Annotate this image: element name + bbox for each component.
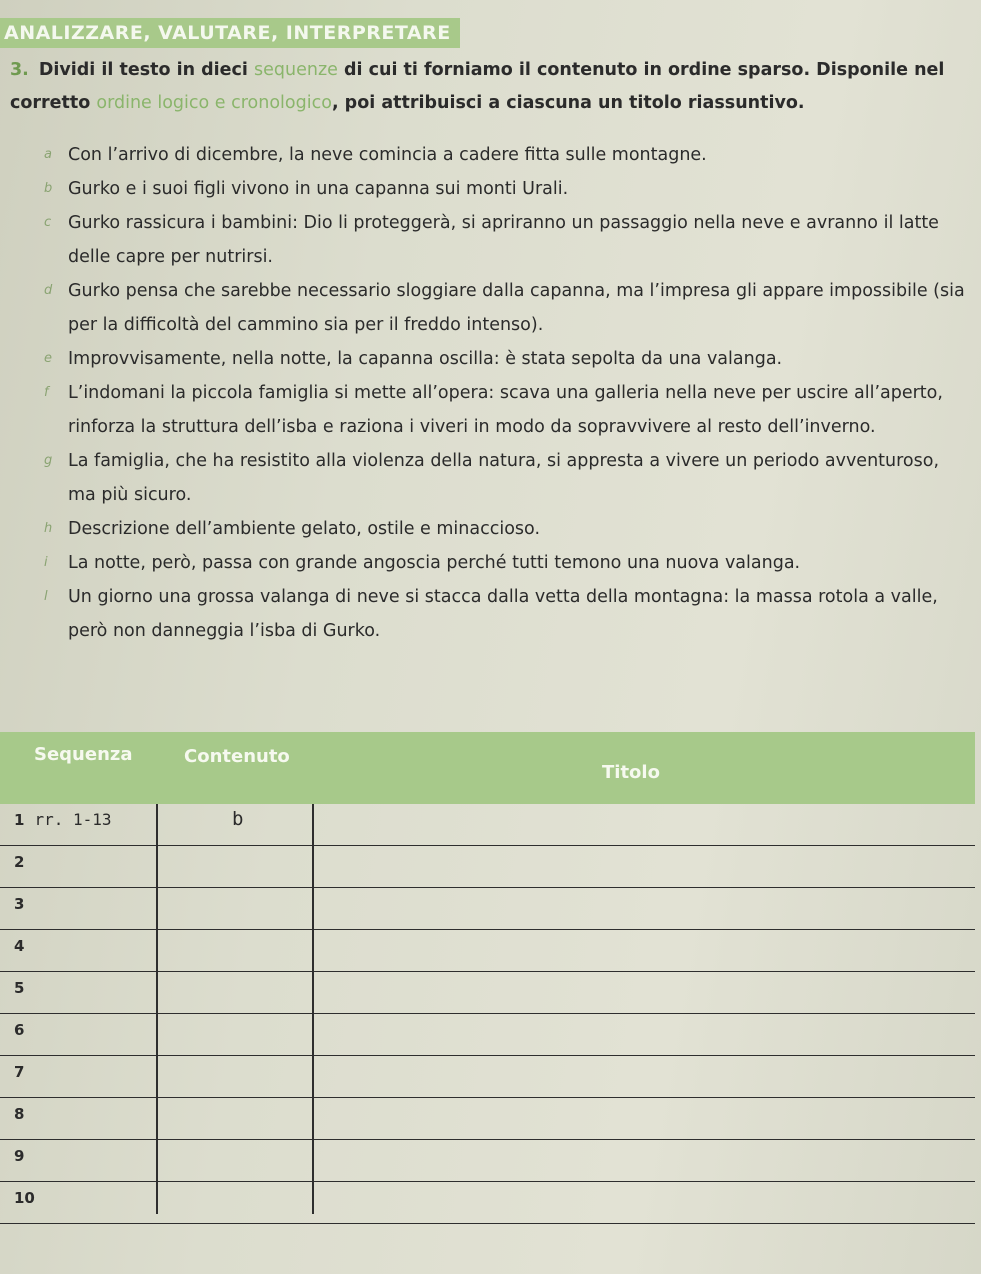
list-item xyxy=(44,444,969,512)
row-number: 1 xyxy=(14,811,25,829)
cell-sequenza xyxy=(14,1020,154,1039)
table-row xyxy=(0,888,975,930)
cell-sequenza xyxy=(14,1104,154,1123)
list-item xyxy=(44,172,969,206)
table-header xyxy=(0,732,975,804)
item-letter: f xyxy=(44,385,49,400)
item-text: Gurko e i suoi figli vivono in una capanna sui monti Urali. xyxy=(68,179,569,199)
instruction-text-2: di cui ti forniamo il contenuto in ordine sparso. Disponile nel corretto xyxy=(10,60,945,113)
table-row xyxy=(0,1014,975,1056)
list-item xyxy=(44,138,969,172)
list-item xyxy=(44,206,969,274)
table-row xyxy=(0,1182,975,1224)
list-item xyxy=(44,342,969,376)
section-banner: ANALIZZARE, VALUTARE, INTERPRETARE xyxy=(0,18,460,48)
list-item xyxy=(44,274,969,342)
item-letter: l xyxy=(44,589,48,604)
item-letter: a xyxy=(44,147,52,162)
cell-titolo[interactable] xyxy=(316,1140,956,1180)
cell-sequenza xyxy=(14,852,154,871)
exercise-instruction xyxy=(10,54,960,120)
list-item xyxy=(44,546,969,580)
header-contenuto: Contenuto xyxy=(184,746,290,767)
row-number: 8 xyxy=(14,1105,25,1123)
cell-sequenza xyxy=(14,978,154,997)
cell-titolo[interactable] xyxy=(316,1056,956,1096)
row-number: 9 xyxy=(14,1147,25,1165)
cell-sequenza xyxy=(14,1062,154,1081)
instruction-text-3: , poi attribuisci a ciascuna un titolo riassuntivo. xyxy=(331,93,805,113)
table-row xyxy=(0,930,975,972)
item-letter: d xyxy=(44,283,53,298)
item-letter: c xyxy=(44,215,52,230)
item-text: Gurko pensa che sarebbe necessario sloggiare dalla capanna, ma l’impresa gli appare impossibile (sia per la difficoltà del cammino sia per il freddo intenso). xyxy=(68,281,965,335)
cell-titolo[interactable] xyxy=(316,888,956,928)
item-text: Un giorno una grossa valanga di neve si stacca dalla vetta della montagna: la massa rotola a valle, però non danneggia l’isbа di Gurko. xyxy=(68,587,938,641)
cell-titolo[interactable] xyxy=(316,804,956,844)
item-text: Con l’arrivo di dicembre, la neve comincia a cadere fitta sulle montagne. xyxy=(68,145,707,165)
table-row xyxy=(0,1056,975,1098)
exercise-number: 3. xyxy=(10,60,29,80)
cell-titolo[interactable] xyxy=(316,1014,956,1054)
instruction-highlight-2: ordine logico e cronologico xyxy=(96,93,332,113)
item-text: Improvvisamente, nella notte, la capanna oscilla: è stata sepolta da una valanga. xyxy=(68,349,783,369)
table-row xyxy=(0,1098,975,1140)
row-number: 2 xyxy=(14,853,25,871)
cell-sequenza xyxy=(14,810,154,829)
instruction-highlight-1: sequenze xyxy=(254,60,338,80)
table-body xyxy=(0,804,975,1224)
cell-titolo[interactable] xyxy=(316,972,956,1012)
list-item xyxy=(44,512,969,546)
list-item xyxy=(44,580,969,648)
list-item xyxy=(44,376,969,444)
table-row xyxy=(0,804,975,846)
cell-titolo[interactable] xyxy=(316,846,956,886)
cell-titolo[interactable] xyxy=(316,930,956,970)
cell-sequenza xyxy=(14,1146,154,1165)
sequence-list xyxy=(44,138,969,648)
item-letter: e xyxy=(44,351,52,366)
item-text: La famiglia, che ha resistito alla violenza della natura, si appresta a vivere un periodo avventuroso, ma più sicuro. xyxy=(68,451,940,505)
item-text: La notte, però, passa con grande angoscia perché tutti temono una nuova valanga. xyxy=(68,553,801,573)
item-letter: g xyxy=(44,453,53,468)
cell-sequenza xyxy=(14,936,154,955)
table-row xyxy=(0,972,975,1014)
header-sequenza: Sequenza xyxy=(34,744,133,765)
header-titolo: Titolo xyxy=(602,762,660,783)
item-text: Descrizione dell’ambiente gelato, ostile e minaccioso. xyxy=(68,519,541,539)
table-row xyxy=(0,846,975,888)
table-row xyxy=(0,1140,975,1182)
row-number: 10 xyxy=(14,1189,35,1207)
handwritten-lines: rr. 1-13 xyxy=(34,810,112,829)
item-letter: h xyxy=(44,521,53,536)
item-text: L’indomani la piccola famiglia si mette all’opera: scava una galleria nella neve per uscire all’aperto, rinforza la struttura dell’isbа e raziona i viveri in modo da sopravvivere al resto dell’inverno. xyxy=(68,383,943,437)
cell-contenuto[interactable]: b xyxy=(232,808,244,830)
row-number: 6 xyxy=(14,1021,25,1039)
cell-titolo[interactable] xyxy=(316,1182,956,1222)
cell-sequenza xyxy=(14,894,154,913)
cell-titolo[interactable] xyxy=(316,1098,956,1138)
instruction-text-1: Dividi il testo in dieci xyxy=(38,60,248,80)
row-number: 5 xyxy=(14,979,25,997)
item-text: Gurko rassicura i bambini: Dio li proteggerà, si apriranno un passaggio nella neve e avranno il latte delle capre per nutrirsi. xyxy=(68,213,939,267)
row-number: 7 xyxy=(14,1063,25,1081)
answer-table xyxy=(0,732,975,1224)
item-letter: i xyxy=(44,555,48,570)
row-number: 4 xyxy=(14,937,25,955)
item-letter: b xyxy=(44,181,53,196)
cell-sequenza xyxy=(14,1188,154,1207)
row-number: 3 xyxy=(14,895,25,913)
